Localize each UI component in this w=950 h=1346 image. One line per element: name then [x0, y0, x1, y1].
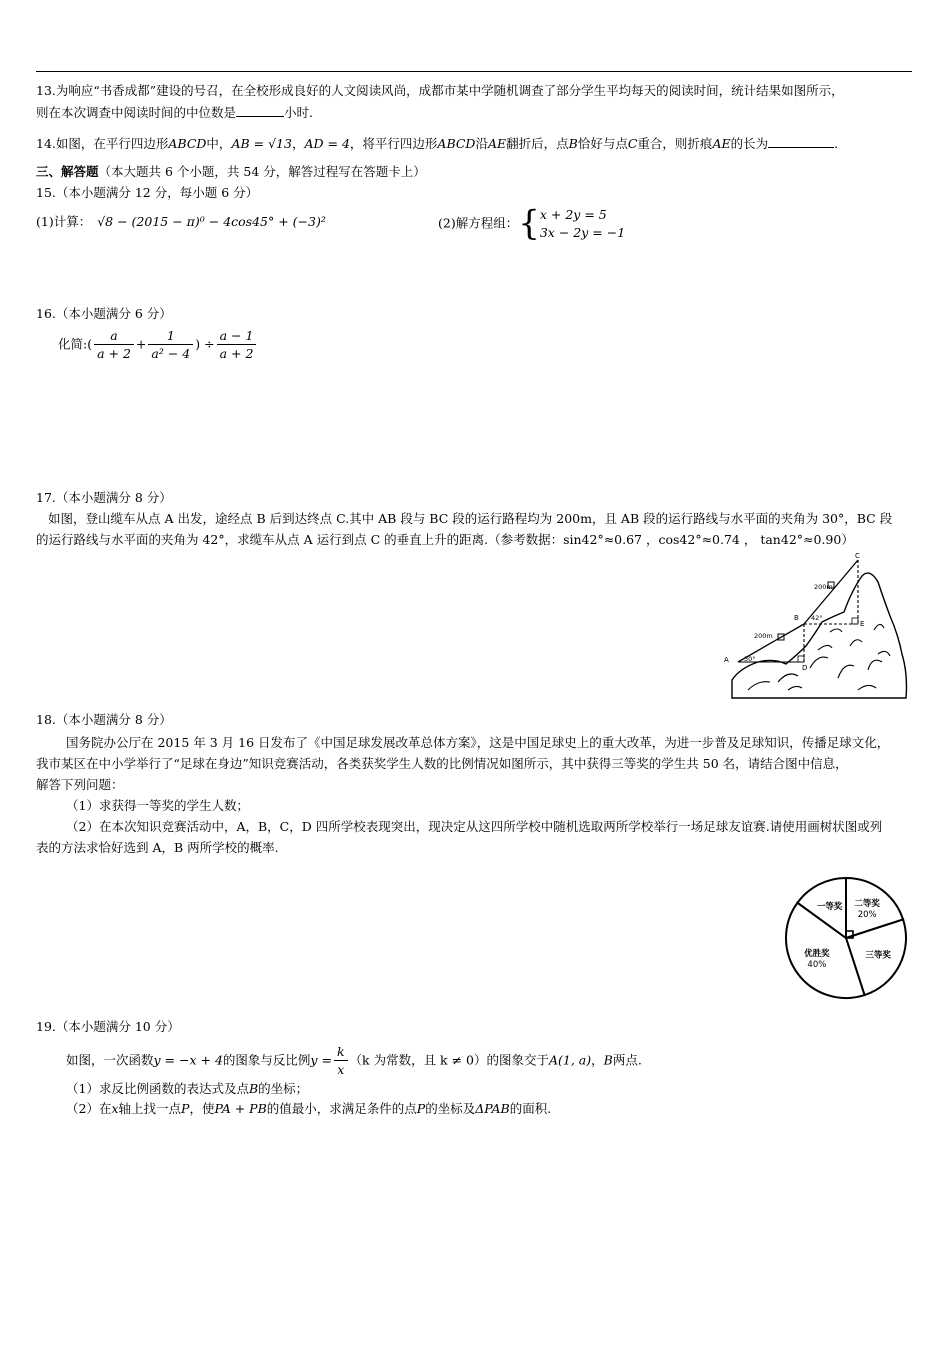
q15-part1: (1)计算： √8 − (2015 − π)⁰ − 4cos45° + (−3)²: [36, 214, 326, 229]
q13-answer-blank: [236, 104, 284, 117]
q18-line2: 我市某区在中小学举行了“足球在身边”知识竞赛活动，各类获奖学生人数的比例情况如图所示，其中获得三等奖的学生共 50 名，请结合图中信息，: [36, 756, 848, 771]
q16-expression: 化简:( $\frac{a}{a + 2}$ + $\frac{1}{\text{a² − 4}}$ ) ÷ $\frac{a - 1}{a + 2}$: [58, 326, 258, 363]
point-B-label: B: [794, 614, 799, 622]
equation-system: x + 2y = 5 3x − 2y = −1: [539, 206, 626, 240]
top-rule: [36, 71, 912, 72]
q19-sub1: （1）求反比例函数的表达式及点B的坐标；: [66, 1081, 309, 1096]
pie-slice-label: 三等奖: [865, 950, 891, 961]
pie-slice-value: 20%: [857, 909, 877, 920]
length-AB-label: 200m: [754, 632, 773, 640]
point-C-label: C: [855, 552, 860, 560]
q17-heading: 17.（本小题满分 8 分）: [36, 490, 172, 505]
point-E-label: E: [860, 620, 865, 628]
q17-line2: 的运行路线与水平面的夹角为 42°，求缆车从点 A 运行到点 C 的垂直上升的距离.（参考数据：sin42°≈0.67 ，cos42°≈0.74 ， tan42°≈0.90）: [36, 532, 854, 547]
angle-42-label: 42°: [811, 614, 823, 622]
q19-statement: 如图，一次函数y = −x + 4的图象与反比例y = $\frac{k}{x}$ （k 为常数，且 k ≠ 0）的图象交于A(1, a)，B两点.: [66, 1044, 642, 1077]
q18-line1: 国务院办公厅在 2015 年 3 月 16 日发布了《中国足球发展改革总体方案》，这是中国足球史上的重大改革，为进一步普及足球知识，传播足球文化，: [66, 735, 890, 750]
section3-heading: 三、解答题（本大题共 6 个小题，共 54 分，解答过程写在答题卡上）: [36, 164, 426, 179]
pie-slice-label: 一等奖: [816, 901, 843, 912]
pie-slice-label: 优胜奖: [804, 949, 830, 960]
q18-line3: 解答下列问题：: [36, 777, 124, 792]
pie-slice-label: 二等奖: [854, 898, 880, 909]
q14-answer-blank: [768, 135, 834, 148]
length-BC-label: 200m: [814, 583, 833, 591]
q17-line1: 如图，登山缆车从点 A 出发，途经点 B 后到达终点 C.其中 AB 段与 BC 段的运行路程均为 200m，且 AB 段的运行路线与水平面的夹角为 30°，BC 段: [48, 511, 893, 526]
q13-line2: 则在本次调查中阅读时间的中位数是 小时.: [36, 105, 313, 120]
point-D-label: D: [802, 664, 808, 672]
q18-sub2a: （2）在本次知识竞赛活动中，A，B，C，D 四所学校表现突出，现决定从这四所学校中随机选取两所学校举行一场足球友谊赛.请使用画树状图或列: [66, 819, 883, 834]
q14-question: 14.如图，在平行四边形ABCD中，AB = √13，AD = 4，将平行四边形ABCD沿AE翻折后，点B恰好与点C重合，则折痕AE的长为 .: [36, 136, 839, 151]
q13-line1: 13.为响应“书香成都”建设的号召，在全校形成良好的人文阅读风尚，成都市某中学随机调查了部分学生平均每天的阅读时间，统计结果如图所示，: [36, 83, 844, 98]
q19-heading: 19.（本小题满分 10 分）: [36, 1019, 180, 1034]
cable-car-figure: [718, 550, 914, 702]
q15-heading: 15.（本小题满分 12 分，每小题 6 分）: [36, 185, 259, 200]
q18-heading: 18.（本小题满分 8 分）: [36, 712, 172, 727]
point-A-label: A: [724, 656, 729, 664]
q19-sub2: （2）在x轴上找一点P，使PA + PB的值最小，求满足条件的点P的坐标及ΔPAB的面积.: [66, 1101, 552, 1116]
angle-30-label: 30°: [744, 655, 756, 663]
q18-sub2b: 表的方法求恰好选到 A，B 两所学校的概率.: [36, 840, 279, 855]
award-pie-chart: [780, 876, 912, 1000]
pie-slice-value: 40%: [807, 960, 827, 971]
q15-part2: (2)解方程组：{ x + 2y = 5 3x − 2y = −1: [438, 203, 626, 244]
q16-heading: 16.（本小题满分 6 分）: [36, 306, 172, 321]
q18-sub1: （1）求获得一等奖的学生人数；: [66, 798, 249, 813]
